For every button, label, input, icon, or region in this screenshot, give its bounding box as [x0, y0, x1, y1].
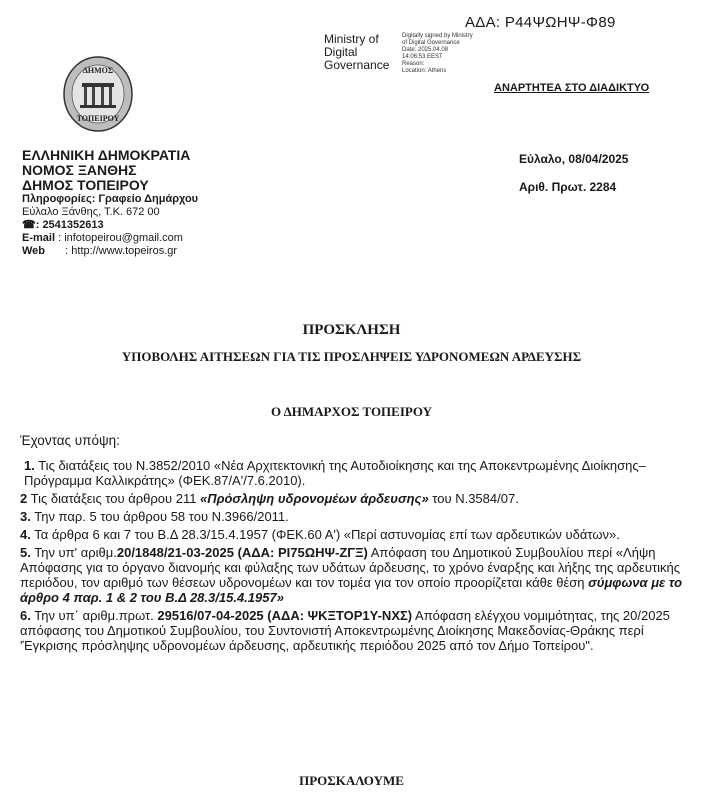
- municipality-seal: [62, 55, 134, 133]
- signature-line: Location: Athens: [402, 68, 447, 74]
- signature-line: Digitally signed by Ministry: [402, 33, 473, 39]
- letterhead-municipality: ΔΗΜΟΣ ΤΟΠΕΙΡΟΥ: [22, 177, 149, 193]
- list-item: 1. Τις διατάξεις του Ν.3852/2010 «Νέα Αρχιτεκτονική της Αυτοδιοίκησης και της Αποκεντρωμένης Διοίκησης–Πρόγραμμα Καλλικράτης» (ΦΕΚ.87/Α'/7.6.2010).: [24, 458, 646, 488]
- email-value[interactable]: : infotopeirou@gmail.com: [58, 232, 183, 244]
- seal-logo-icon: [62, 55, 134, 133]
- email-label: E-mail: [22, 232, 56, 244]
- protocol-number: Αριθ. Πρωτ. 2284: [519, 180, 617, 194]
- digital-signature: [402, 33, 473, 75]
- letterhead-phone: [22, 219, 198, 232]
- letterhead-republic: ΕΛΛΗΝΙΚΗ ΔΗΜΟΚΡΑΤΙΑ: [22, 147, 191, 163]
- letterhead-email: [22, 232, 198, 245]
- considerations-list: [20, 458, 690, 656]
- considering-label: Έχοντας υπόψη:: [20, 433, 120, 448]
- list-item: 6. Την υπ΄ αριθμ.πρωτ. 29516/07-04-2025 (ΑΔΑ: ΨΚΞΤΟΡ1Υ-ΝΧΣ) Απόφαση ελέγχου νομιμότητας, της 20/2025 απόφασης του Δημοτικού Συμβουλίου, του Συντονιστή Αποκεντρωμένης Διοίκησης Μακεδονίας-Θράκης περί 'Έγκρισης πρόσληψης υδρονομέων άρδευσης, αρδευτικής περιόδου 2025 από τον Δήμο Τοπείρου".: [20, 608, 670, 653]
- signature-line: of Digital Governance: [402, 40, 460, 46]
- phone-icon: ☎:: [22, 219, 40, 231]
- posted-notice: ΑΝΑΡΤΗΤΕΑ ΣΤΟ ΔΙΑΔΙΚΤΥΟ: [494, 82, 650, 94]
- web-label: Web: [22, 245, 46, 257]
- ministry-label: [324, 33, 389, 72]
- letterhead-address: Εύλαλο Ξάνθης, Τ.Κ. 672 00: [22, 206, 160, 218]
- list-item: 3. Την παρ. 5 του άρθρου 58 του Ν.3966/2011.: [20, 509, 289, 524]
- mayor-heading: Ο ΔΗΜΑΡΧΟΣ ΤΟΠΕΙΡΟΥ: [270, 404, 432, 419]
- ministry-line: Governance: [324, 58, 390, 72]
- letterhead: [22, 148, 198, 258]
- ministry-line: Digital: [324, 45, 358, 59]
- signature-line: 14:06:53 EEST: [402, 54, 443, 60]
- ada-code: ΑΔΑ: Ρ44ΨΩΗΨ-Φ89: [465, 14, 616, 31]
- seal-bottom-text: ΤΟΠΕΙΡΟΥ: [76, 114, 120, 123]
- seal-top-text: ΔΗΜΟΣ: [82, 66, 114, 75]
- web-value[interactable]: : http://www.topeiros.gr: [65, 245, 178, 257]
- list-item: 4. Τα άρθρα 6 και 7 του Β.Δ 28.3/15.4.1957 (ΦΕΚ.60 Α') «Περί αστυνομίας επί των αρδευτικών υδάτων».: [20, 527, 620, 542]
- document-subtitle: ΥΠΟΒΟΛΗΣ ΑΙΤΗΣΕΩΝ ΓΙΑ ΤΙΣ ΠΡΟΣΛΗΨΕΙΣ ΥΔΡΟΝΟΜΕΩΝ ΑΡΔΕΥΣΗΣ: [121, 349, 582, 364]
- signature-line: Reason:: [402, 61, 425, 67]
- ministry-line: Ministry of: [324, 32, 379, 46]
- list-item: 5. Την υπ' αριθμ.20/1848/21-03-2025 (ΑΔΑ: ΡΙ75ΩΗΨ-ΖΓΞ) Απόφαση του Δημοτικού Συμβουλίου περί «Λήψη Απόφασης για το όργανο διανομής και φύλαξης των υδάτων άρδευσης, το χρόνο έναρξης και λήξης της αρδευτικής περιόδου, τον αριθμό των θέσεων υδρονομέων και τον τομέα για τον οποίο προορίζεται κάθε θέση σύμφωνα με το άρθρο 4 παρ. 1 & 2 του Β.Δ 28.3/15.4.1957»: [20, 545, 683, 605]
- signature-line: Date: 2025.04.08: [402, 47, 449, 53]
- letterhead-prefecture: ΝΟΜΟΣ ΞΑΝΘΗΣ: [22, 162, 137, 178]
- list-item: 2 Τις διατάξεις του άρθρου 211 «Πρόσληψη υδρονομέων άρδευσης» του Ν.3584/07.: [20, 491, 519, 506]
- letterhead-info: Πληροφορίες: Γραφείο Δημάρχου: [22, 193, 199, 205]
- document-title: ΠΡΟΣΚΛΗΣΗ: [302, 322, 401, 338]
- date-place: Εύλαλο, 08/04/2025: [519, 152, 629, 166]
- invite-heading: ΠΡΟΣΚΑΛΟΥΜΕ: [299, 773, 404, 788]
- letterhead-web: [22, 245, 198, 258]
- phone-number: 2541352613: [42, 219, 104, 231]
